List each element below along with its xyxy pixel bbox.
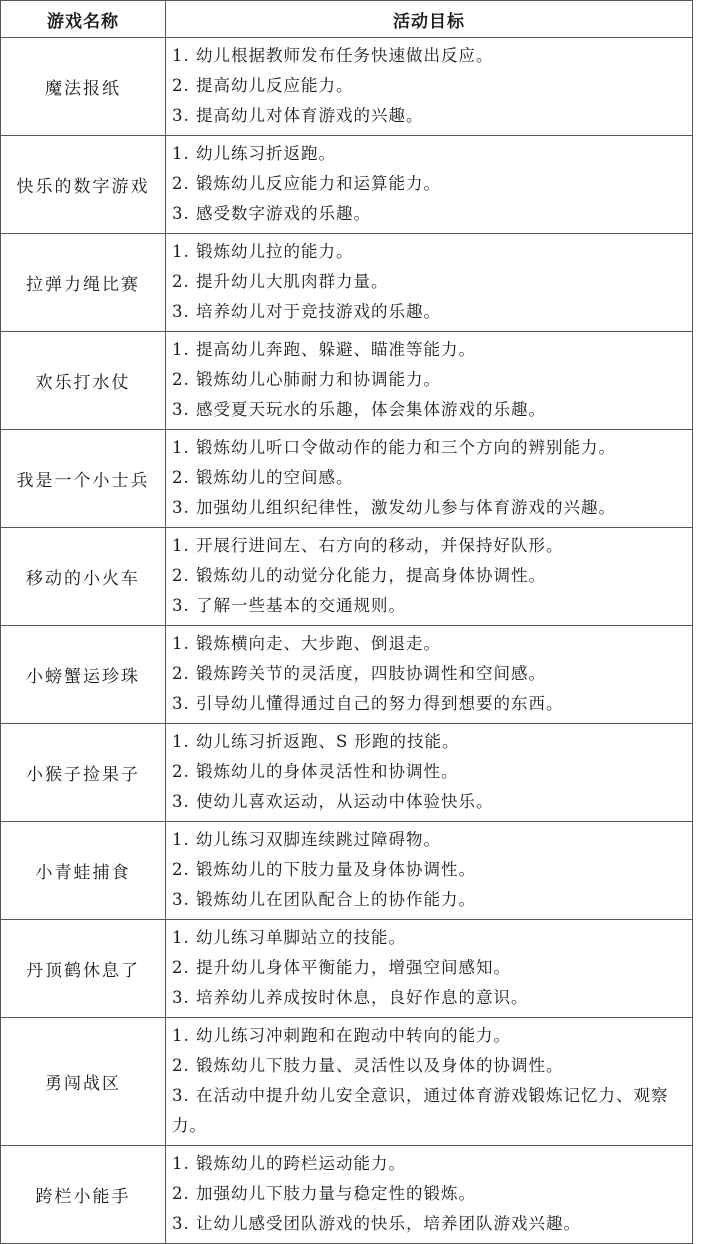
- goal-item: 1. 幼儿练习单脚站立的技能。: [172, 928, 406, 947]
- activity-goals-cell: [166, 1146, 693, 1244]
- header-activity-goals: 活动目标: [166, 1, 693, 38]
- activity-goals-cell: [166, 234, 693, 332]
- table-row: [1, 332, 693, 430]
- header-game-name: 游戏名称: [1, 1, 166, 38]
- game-name-cell: 小猴子捡果子: [1, 724, 166, 822]
- header-row: [1, 1, 693, 38]
- activity-goals-cell: [166, 822, 693, 920]
- goal-item: 3. 让幼儿感受团队游戏的快乐，培养团队游戏兴趣。: [172, 1214, 581, 1233]
- goal-item: 1. 幼儿练习折返跑。: [172, 144, 336, 163]
- game-name-cell: 小青蛙捕食: [1, 822, 166, 920]
- goal-item: 2. 锻炼幼儿的下肢力量及身体协调性。: [172, 860, 476, 879]
- game-name-cell: 我是一个小士兵: [1, 430, 166, 528]
- goal-item: 3. 了解一些基本的交通规则。: [172, 596, 406, 615]
- goal-item: 2. 锻炼幼儿的空间感。: [172, 468, 354, 487]
- goal-item: 2. 提升幼儿身体平衡能力，增强空间感知。: [172, 958, 511, 977]
- table-row: [1, 38, 693, 136]
- goal-item: 3. 使幼儿喜欢运动，从运动中体验快乐。: [172, 792, 494, 811]
- goal-item: 3. 感受数字游戏的乐趣。: [172, 204, 371, 223]
- table-row: [1, 234, 693, 332]
- table-row: [1, 822, 693, 920]
- game-name-cell: 勇闯战区: [1, 1018, 166, 1146]
- activity-goals-cell: [166, 1018, 693, 1146]
- goal-item: 3. 提高幼儿对体育游戏的兴趣。: [172, 106, 424, 125]
- goal-item: 2. 锻炼幼儿的动觉分化能力，提高身体协调性。: [172, 566, 546, 585]
- activity-goals-cell: [166, 136, 693, 234]
- game-name-cell: 拉弹力绳比赛: [1, 234, 166, 332]
- goal-item: 1. 开展行进间左、右方向的移动，并保持好队形。: [172, 536, 564, 555]
- goal-item: 2. 锻炼幼儿的身体灵活性和协调性。: [172, 762, 459, 781]
- game-name-cell: 移动的小火车: [1, 528, 166, 626]
- goal-item: 1. 锻炼横向走、大步跑、倒退走。: [172, 634, 441, 653]
- game-name-cell: 小螃蟹运珍珠: [1, 626, 166, 724]
- goal-item: 2. 加强幼儿下肢力量与稳定性的锻炼。: [172, 1184, 476, 1203]
- table-row: [1, 528, 693, 626]
- game-name-cell: 快乐的数字游戏: [1, 136, 166, 234]
- goal-item: 1. 幼儿练习双脚连续跳过障碍物。: [172, 830, 441, 849]
- goal-item: 3. 在活动中提升幼儿安全意识，通过体育游戏锻炼记忆力、观察力。: [172, 1086, 669, 1135]
- table-row: [1, 1146, 693, 1244]
- goal-item: 1. 提高幼儿奔跑、躲避、瞄准等能力。: [172, 340, 476, 359]
- table-row: [1, 920, 693, 1018]
- game-name-cell: 魔法报纸: [1, 38, 166, 136]
- table-row: [1, 136, 693, 234]
- activity-goals-cell: [166, 724, 693, 822]
- table-row: [1, 626, 693, 724]
- goal-item: 1. 幼儿根据教师发布任务快速做出反应。: [172, 46, 494, 65]
- goal-item: 1. 幼儿练习冲刺跑和在跑动中转向的能力。: [172, 1026, 511, 1045]
- goal-item: 3. 引导幼儿懂得通过自己的努力得到想要的东西。: [172, 694, 564, 713]
- game-name-cell: 欢乐打水仗: [1, 332, 166, 430]
- activity-goals-cell: [166, 38, 693, 136]
- goal-item: 3. 加强幼儿组织纪律性，激发幼儿参与体育游戏的兴趣。: [172, 498, 616, 517]
- goal-item: 1. 幼儿练习折返跑、S 形跑的技能。: [172, 732, 460, 751]
- goal-item: 2. 锻炼幼儿反应能力和运算能力。: [172, 174, 441, 193]
- goal-item: 2. 锻炼跨关节的灵活度，四肢协调性和空间感。: [172, 664, 546, 683]
- activity-goals-cell: [166, 626, 693, 724]
- activity-goals-cell: [166, 332, 693, 430]
- goal-item: 1. 锻炼幼儿的跨栏运动能力。: [172, 1154, 406, 1173]
- goal-item: 3. 培养幼儿对于竞技游戏的乐趣。: [172, 302, 441, 321]
- goal-item: 1. 锻炼幼儿听口令做动作的能力和三个方向的辨别能力。: [172, 438, 616, 457]
- table-row: [1, 1018, 693, 1146]
- game-name-cell: 丹顶鹤休息了: [1, 920, 166, 1018]
- goal-item: 3. 培养幼儿养成按时休息，良好作息的意识。: [172, 988, 529, 1007]
- table-row: [1, 430, 693, 528]
- activity-goals-cell: [166, 920, 693, 1018]
- goal-item: 2. 提升幼儿大肌肉群力量。: [172, 272, 389, 291]
- game-name-cell: 跨栏小能手: [1, 1146, 166, 1244]
- goal-item: 2. 锻炼幼儿心肺耐力和协调能力。: [172, 370, 441, 389]
- goal-item: 2. 锻炼幼儿下肢力量、灵活性以及身体的协调性。: [172, 1056, 564, 1075]
- activity-goals-cell: [166, 430, 693, 528]
- goal-item: 3. 锻炼幼儿在团队配合上的协作能力。: [172, 890, 476, 909]
- table-row: [1, 724, 693, 822]
- goal-item: 1. 锻炼幼儿拉的能力。: [172, 242, 354, 261]
- activity-goals-cell: [166, 528, 693, 626]
- goal-item: 3. 感受夏天玩水的乐趣，体会集体游戏的乐趣。: [172, 400, 546, 419]
- goal-item: 2. 提高幼儿反应能力。: [172, 76, 354, 95]
